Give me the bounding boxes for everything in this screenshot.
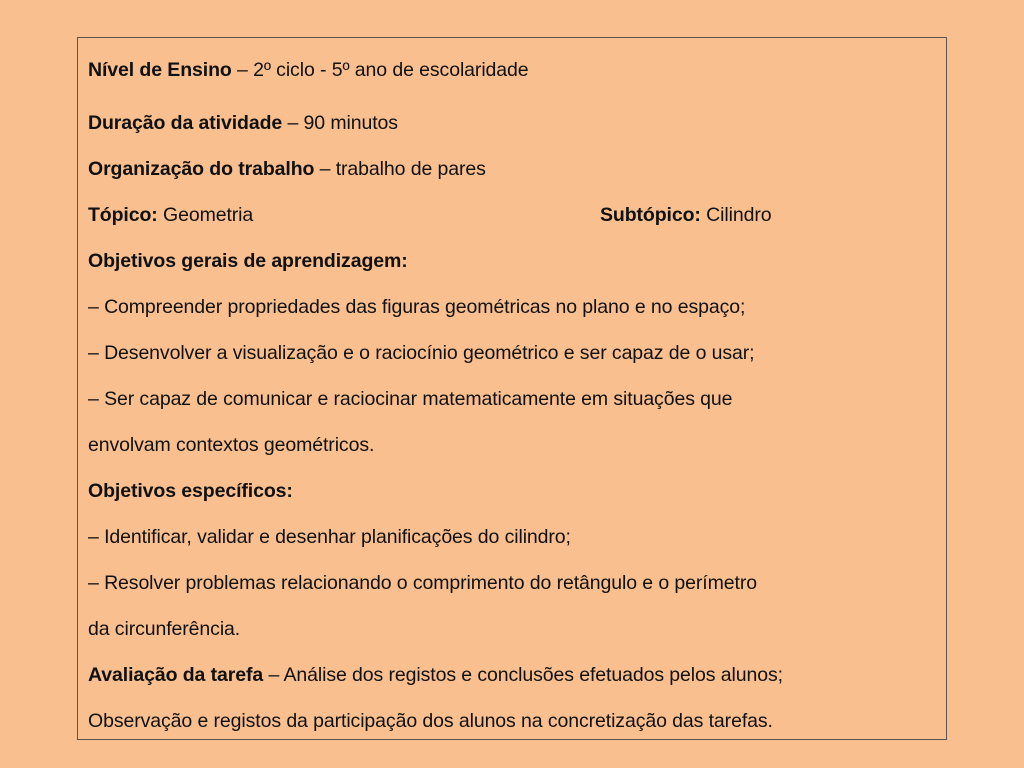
objetivos-especificos-heading	[88, 468, 936, 514]
objetivos-gerais-heading	[88, 238, 936, 284]
topico	[88, 204, 253, 226]
avaliacao-separator: –	[263, 664, 284, 686]
organizacao-line	[88, 146, 936, 192]
subtopico-label: Subtópico:	[600, 204, 701, 226]
topico-line	[88, 192, 936, 238]
avaliacao-value: Análise dos registos e conclusões efetuados pelos alunos;	[283, 664, 783, 686]
nivel-ensino-separator: –	[231, 59, 254, 81]
duracao-separator: –	[282, 112, 304, 134]
objetivo-especifico-item: da circunferência.	[88, 618, 241, 640]
duracao-label: Duração da atividade	[88, 112, 283, 134]
nivel-ensino-label: Nível de Ensino	[88, 59, 232, 81]
avaliacao-line	[88, 652, 936, 698]
subtopico-value: Cilindro	[700, 204, 772, 226]
organizacao-value: trabalho de pares	[335, 158, 486, 180]
objetivo-especifico-item: – Identificar, validar e desenhar planificações do cilindro;	[88, 526, 571, 548]
nivel-ensino-line	[88, 54, 936, 86]
nivel-ensino-value: 2º ciclo - 5º ano de escolaridade	[253, 59, 529, 81]
objetivo-geral-item: – Ser capaz de comunicar e raciocinar matematicamente em situações que	[88, 388, 733, 410]
duracao-value: 90 minutos	[303, 112, 398, 134]
organizacao-separator: –	[314, 158, 336, 180]
objetivo-geral-item: envolvam contextos geométricos.	[88, 434, 375, 456]
objetivo-geral-item: – Desenvolver a visualização e o raciocínio geométrico e ser capaz de o usar;	[88, 342, 755, 364]
avaliacao-continuation: Observação e registos da participação dos alunos na concretização das tarefas.	[88, 710, 773, 732]
topico-label: Tópico:	[88, 204, 158, 226]
objetivos-especificos-heading-text: Objetivos específicos:	[88, 480, 293, 502]
topico-value: Geometria	[157, 204, 254, 226]
lesson-plan-box	[77, 37, 947, 740]
organizacao-label: Organização do trabalho	[88, 158, 315, 180]
duracao-line	[88, 100, 936, 146]
objetivo-geral-item: – Compreender propriedades das figuras geométricas no plano e no espaço;	[88, 296, 746, 318]
objetivos-gerais-heading-text: Objetivos gerais de aprendizagem:	[88, 250, 408, 272]
objetivo-especifico-item: – Resolver problemas relacionando o comprimento do retângulo e o perímetro	[88, 572, 757, 594]
subtopico	[600, 192, 771, 238]
avaliacao-label: Avaliação da tarefa	[88, 664, 264, 686]
